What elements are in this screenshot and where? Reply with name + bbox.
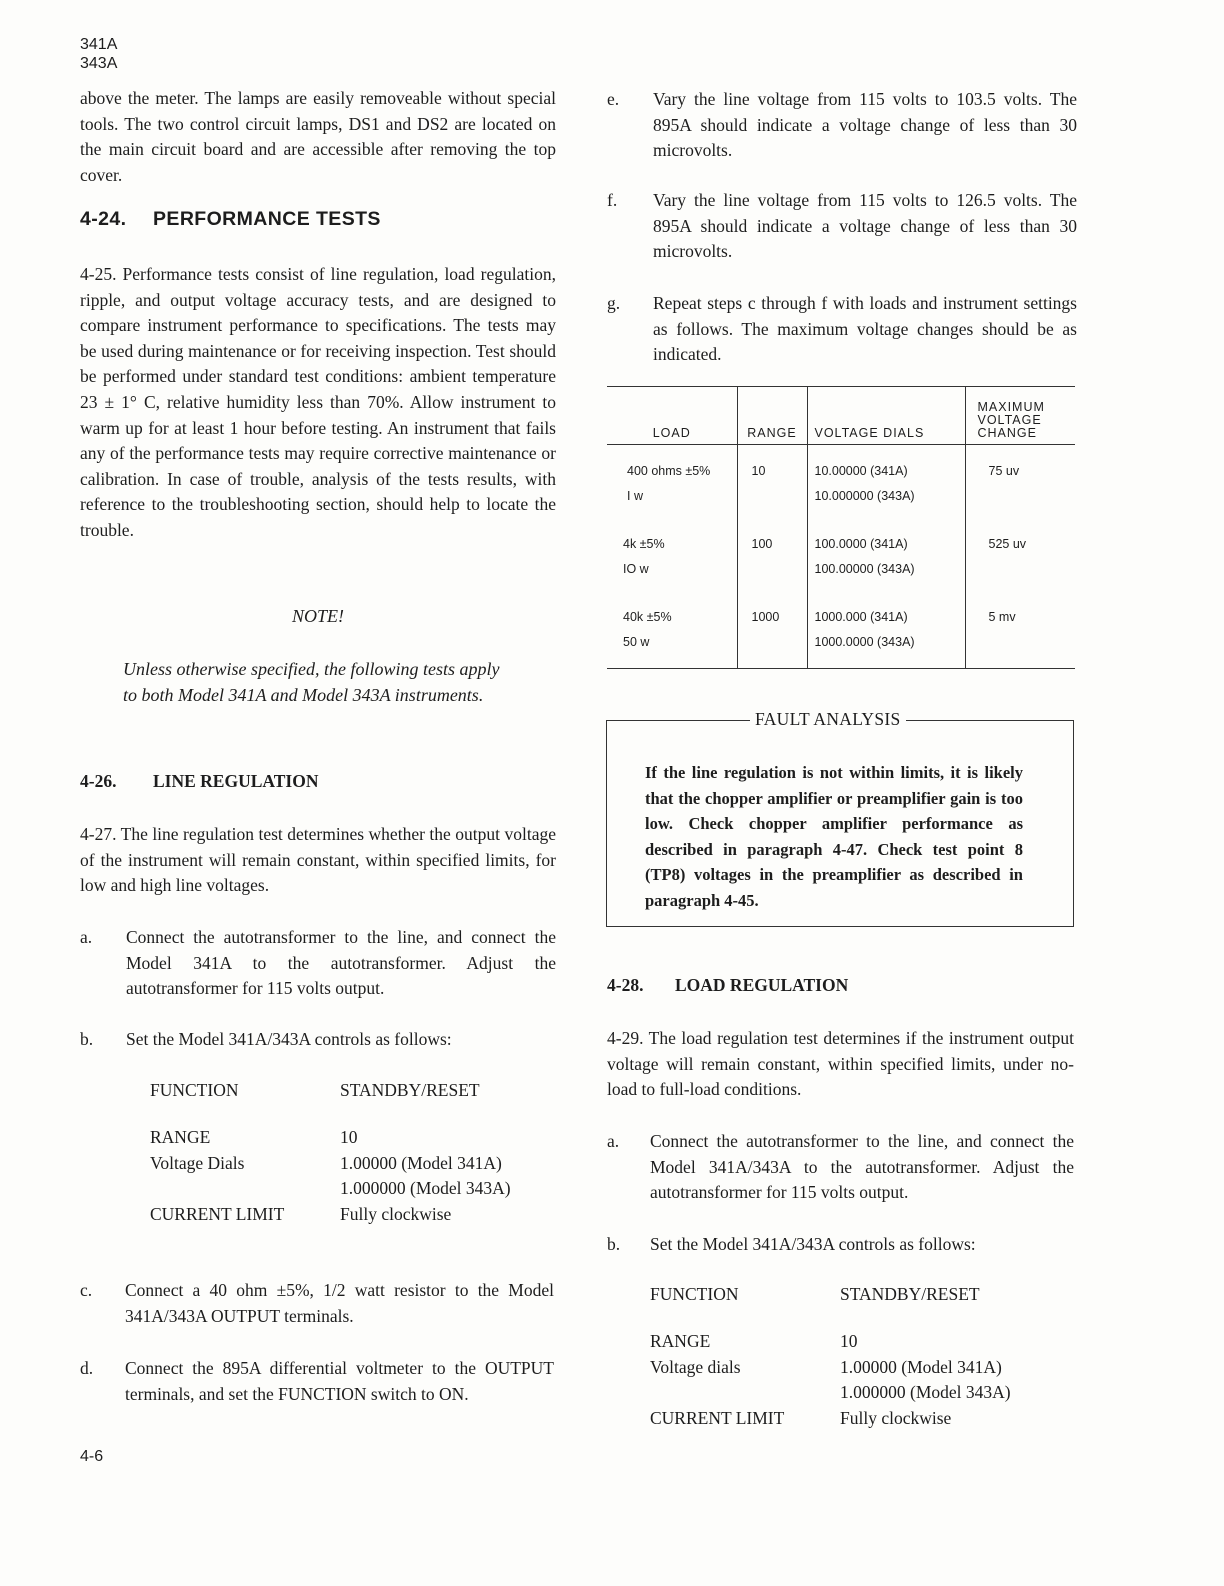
range-value: 1000 xyxy=(751,609,780,624)
table-row xyxy=(607,445,1075,518)
step-g xyxy=(607,291,1077,368)
col-header-load: LOAD xyxy=(607,387,737,445)
step-label: f. xyxy=(607,190,618,210)
section-number: 4-24. xyxy=(80,208,127,230)
function-label: FUNCTION xyxy=(150,1080,239,1100)
fault-analysis-title: FAULT ANALYSIS xyxy=(750,709,906,730)
function-label: FUNCTION xyxy=(650,1284,739,1304)
section-number: 4-26. xyxy=(80,771,117,791)
step-b-left xyxy=(80,1027,556,1053)
current-limit-value: Fully clockwise xyxy=(340,1204,452,1225)
section-heading-4-28 xyxy=(607,975,848,996)
fault-analysis-body: If the line regulation is not within limits, it is likely that the chopper amplifier or preamplifier gain is too low. Check chopper amplifier performance as described in paragraph 4-47. Check test point 8 (TP8) voltages in the preamplifier as described in paragraph 4-45. xyxy=(645,763,1023,910)
load-settings-table xyxy=(607,386,1075,669)
model-341a-label: 341A xyxy=(80,36,118,53)
max-change: 75 uv xyxy=(988,464,1020,478)
range-value: 10 xyxy=(340,1126,358,1147)
function-value: STANDBY/RESET xyxy=(340,1080,480,1100)
dial-341a: 10.00000 (341A) xyxy=(814,464,908,478)
section-title: LINE REGULATION xyxy=(153,771,319,791)
controls-table-left xyxy=(150,1078,560,1228)
range-value: 10 xyxy=(751,464,766,478)
paragraph-4-25: 4-25. Performance tests consist of line regulation, load regulation, ripple, and output voltage accuracy tests, and are designed to compare instrument performance to specifications. The tests may be used during maintenance or for receiving inspection. Test should be performed under standard test conditions: ambient temperature 23 ± 1° C, relative humidity less than 70%. Allow instrument to warm up for at least 1 hour before testing. An instrument that fails any of the performance tests may require corrective maintenance or calibration. In case of trouble, analysis of the tests results, with reference to the troubleshooting section, should help to locate the trouble. xyxy=(80,264,556,540)
step-label: b. xyxy=(607,1234,621,1254)
section-title: PERFORMANCE TESTS xyxy=(153,208,381,230)
step-a-left xyxy=(80,925,556,1002)
paragraph-4-27: 4-27. The line regulation test determines whether the output voltage of the instrument will remain constant, within specified limits, for low and high line voltages. xyxy=(80,824,556,896)
load-value: 4k ±5% xyxy=(623,536,665,551)
controls-table-right xyxy=(650,1282,1074,1432)
intro-paragraph: above the meter. The lamps are easily removeable without special tools. The two control circuit lamps, DS1 and DS2 are located on the main circuit board and are accessible after removing the top cover. xyxy=(80,88,556,185)
function-value: STANDBY/RESET xyxy=(840,1284,980,1304)
step-text: Connect a 40 ohm ±5%, 1/2 watt resistor to the Model 341A/343A OUTPUT terminals. xyxy=(125,1280,554,1326)
step-label: a. xyxy=(607,1131,620,1151)
dial-343a: 100.00000 (343A) xyxy=(814,561,915,576)
step-text: Vary the line voltage from 115 volts to 103.5 volts. The 895A should indicate a voltage change of less than 30 microvolts. xyxy=(653,89,1077,161)
load-value: 400 ohms ±5% xyxy=(627,464,711,478)
model-343a-label: 343A xyxy=(80,55,118,72)
dial-343a: 1000.0000 (343A) xyxy=(814,634,915,649)
range-value: 10 xyxy=(840,1330,858,1351)
dials-value-341a: 1.00000 (Model 341A) xyxy=(840,1356,1002,1377)
step-label: b. xyxy=(80,1029,94,1049)
step-text: Connect the autotransformer to the line, and connect the Model 341A to the autotransformer. Adjust the autotransformer for 115 volts output. xyxy=(126,927,556,999)
dial-341a: 1000.000 (341A) xyxy=(814,609,908,624)
dials-value-343a: 1.000000 (Model 343A) xyxy=(340,1178,511,1199)
step-text: Connect the 895A differential voltmeter to the OUTPUT terminals, and set the FUNCTION switch to ON. xyxy=(125,1358,554,1404)
range-label: RANGE xyxy=(650,1330,711,1351)
dials-label: Voltage Dials xyxy=(150,1152,245,1173)
load-power: 50 w xyxy=(623,634,650,649)
max-header-line: MAXIMUM xyxy=(977,400,1045,414)
dials-value-343a: 1.000000 (Model 343A) xyxy=(840,1382,1011,1403)
step-text: Repeat steps c through f with loads and instrument settings as follows. The maximum voltage changes should be as indicated. xyxy=(653,293,1077,365)
section-heading-4-24 xyxy=(80,208,381,231)
load-power: IO w xyxy=(623,561,649,576)
step-c-left xyxy=(80,1278,554,1329)
dial-343a: 10.000000 (343A) xyxy=(814,489,915,503)
max-header-line: CHANGE xyxy=(977,426,1037,440)
step-label: d. xyxy=(80,1358,94,1378)
page-number: 4-6 xyxy=(80,1448,104,1465)
step-label: g. xyxy=(607,293,621,313)
dial-341a: 100.0000 (341A) xyxy=(814,536,908,551)
dials-value-341a: 1.00000 (Model 341A) xyxy=(340,1152,502,1173)
note-body: Unless otherwise specified, the following tests apply to both Model 341A and Model 343A instruments. xyxy=(123,659,500,705)
step-f xyxy=(607,188,1077,265)
step-b-right xyxy=(607,1232,1074,1258)
step-text: Vary the line voltage from 115 volts to 126.5 volts. The 895A should indicate a voltage change of less than 30 microvolts. xyxy=(653,190,1077,262)
max-change: 525 uv xyxy=(988,536,1027,551)
current-limit-label: CURRENT LIMIT xyxy=(150,1204,285,1225)
section-heading-4-26 xyxy=(80,771,318,792)
col-header-voltage-dials: VOLTAGE DIALS xyxy=(807,387,965,445)
table-row xyxy=(607,518,1075,591)
current-limit-label: CURRENT LIMIT xyxy=(650,1408,785,1429)
step-label: e. xyxy=(607,89,620,109)
col-header-max-change xyxy=(965,387,1075,445)
max-change: 5 mv xyxy=(988,609,1016,624)
section-title: LOAD REGULATION xyxy=(675,975,849,995)
step-text: Set the Model 341A/343A controls as follows: xyxy=(650,1234,976,1254)
col-header-range: RANGE xyxy=(737,387,807,445)
step-a-right xyxy=(607,1129,1074,1206)
step-text: Set the Model 341A/343A controls as follows: xyxy=(126,1029,452,1049)
step-label: c. xyxy=(80,1280,93,1300)
note-title: NOTE! xyxy=(291,606,344,626)
page-header xyxy=(80,35,117,73)
load-value: 40k ±5% xyxy=(623,609,672,624)
paragraph-4-29: 4-29. The load regulation test determines if the instrument output voltage will remain constant, within specified limits, under no-load to full-load conditions. xyxy=(607,1028,1074,1100)
step-label: a. xyxy=(80,927,93,947)
current-limit-value: Fully clockwise xyxy=(840,1408,952,1429)
load-power: I w xyxy=(627,489,643,503)
step-d-left xyxy=(80,1356,554,1407)
max-header-line: VOLTAGE xyxy=(977,413,1042,427)
dials-label: Voltage dials xyxy=(650,1356,741,1377)
step-text: Connect the autotransformer to the line, and connect the Model 341A/343A to the autotransformer. Adjust the autotransformer for 115 volts output. xyxy=(650,1131,1074,1203)
table-row xyxy=(607,591,1075,669)
step-e xyxy=(607,87,1077,164)
range-label: RANGE xyxy=(150,1126,211,1147)
section-number: 4-28. xyxy=(607,975,644,995)
range-value: 100 xyxy=(751,536,773,551)
